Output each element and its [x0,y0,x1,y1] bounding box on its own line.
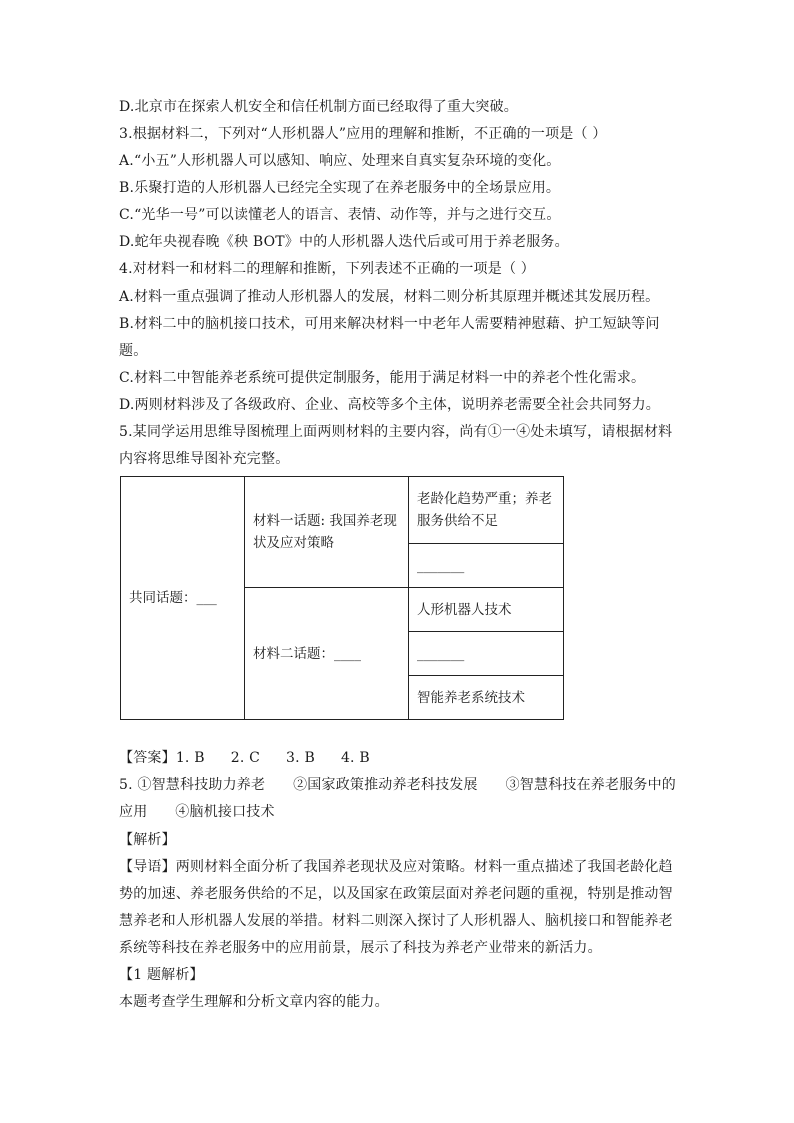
q3-option-d: D.蛇年央视春晚《秧 BOT》中的人形机器人迭代后或可用于养老服务。 [119,234,569,250]
intro-line2: 势的加速、养老服务供给的不足，以及国家在政策层面对养老问题的重视，特别是推动智 [119,886,673,902]
q4-option-d: D.两则材料涉及了各级政府、企业、高校等多个主体，说明养老需要全社会共同努力。 [119,397,660,413]
material-1-topic-cell: 材料一话题: 我国养老现状及应对策略 [245,477,409,588]
answers-row [119,748,370,768]
material-2-topic-cell: 材料二话题：____ [245,588,409,720]
analysis-heading: 【解析】 [119,832,176,848]
question-4: 4.对材料一和材料二的理解和推断，下列表述不正确的一项是（ ） [119,261,536,277]
leaf-aging-supply-cell: 老龄化趋势严重；养老服务供给不足 [409,477,564,544]
intro-line3: 慧养老和人形机器人发展的举措。材料二则深入探讨了人形机器人、脑机接口和智能养老 [119,913,673,929]
leaf-blank-cell-1: _______ [409,544,564,588]
question-5-line1: 5.某同学运用思维导图梳理上面两则材料的主要内容，尚有①一④处未填写，请根据材料 [119,424,673,440]
common-topic-cell: 共同话题：___ [121,477,245,720]
q2-option-d: D.北京市在探索人机安全和信任机制方面已经取得了重大突破。 [119,99,518,115]
q4-option-b-line2: 题。 [119,343,148,359]
answer-1: 1. B [175,750,205,766]
answer-4: 4. B [340,750,370,766]
q4-option-c: C.材料二中智能养老系统可提供定制服务，能用于满足材料一中的养老个性化需求。 [119,370,646,386]
answer-2: 2. C [230,750,261,766]
answer-3: 3. B [286,750,315,766]
q4-option-b-line1: B.材料二中的脑机接口技术，可用来解决材料一中老年人需要精神慰藉、护工短缺等问 [119,316,660,332]
q3-option-c: C.“光华一号”可以读懂老人的语言、表情、动作等，并与之进行交互。 [119,207,561,223]
answer-5-line2: 应用 ④脑机接口技术 [119,804,275,820]
leaf-blank-cell-2: _______ [409,632,564,676]
answer-5-line1: 5. ①智慧科技助力养老 ②国家政策推动养老科技发展 ③智慧科技在养老服务中的 [119,777,677,793]
q1-analysis-text: 本题考查学生理解和分析文章内容的能力。 [119,994,389,1010]
leaf-smart-elderly-system-cell: 智能养老系统技术 [409,676,564,720]
leaf-humanoid-robot-cell: 人形机器人技术 [409,588,564,632]
q3-option-b: B.乐聚打造的人形机器人已经完全实现了在养老服务中的全场景应用。 [119,180,561,196]
answers-label: 【答案】 [119,750,176,766]
question-5-line2: 内容将思维导图补充完整。 [119,451,290,467]
mind-map-table [120,476,564,720]
intro-line1: 【导语】两则材料全面分析了我国养老现状及应对策略。材料一重点描述了我国老龄化趋 [119,859,673,875]
q4-option-a: A.材料一重点强调了推动人形机器人的发展，材料二则分析其原理并概述其发展历程。 [119,289,660,305]
question-3: 3.根据材料二，下列对“人形机器人”应用的理解和推断，不正确的一项是（ ） [119,126,607,142]
q1-analysis-heading: 【1 题解析】 [119,967,204,983]
intro-line4: 系统等科技在养老服务中的应用前景，展示了科技为养老产业带来的新活力。 [119,940,602,956]
q3-option-a: A.“小五”人形机器人可以感知、响应、处理来自真实复杂环境的变化。 [119,153,561,169]
